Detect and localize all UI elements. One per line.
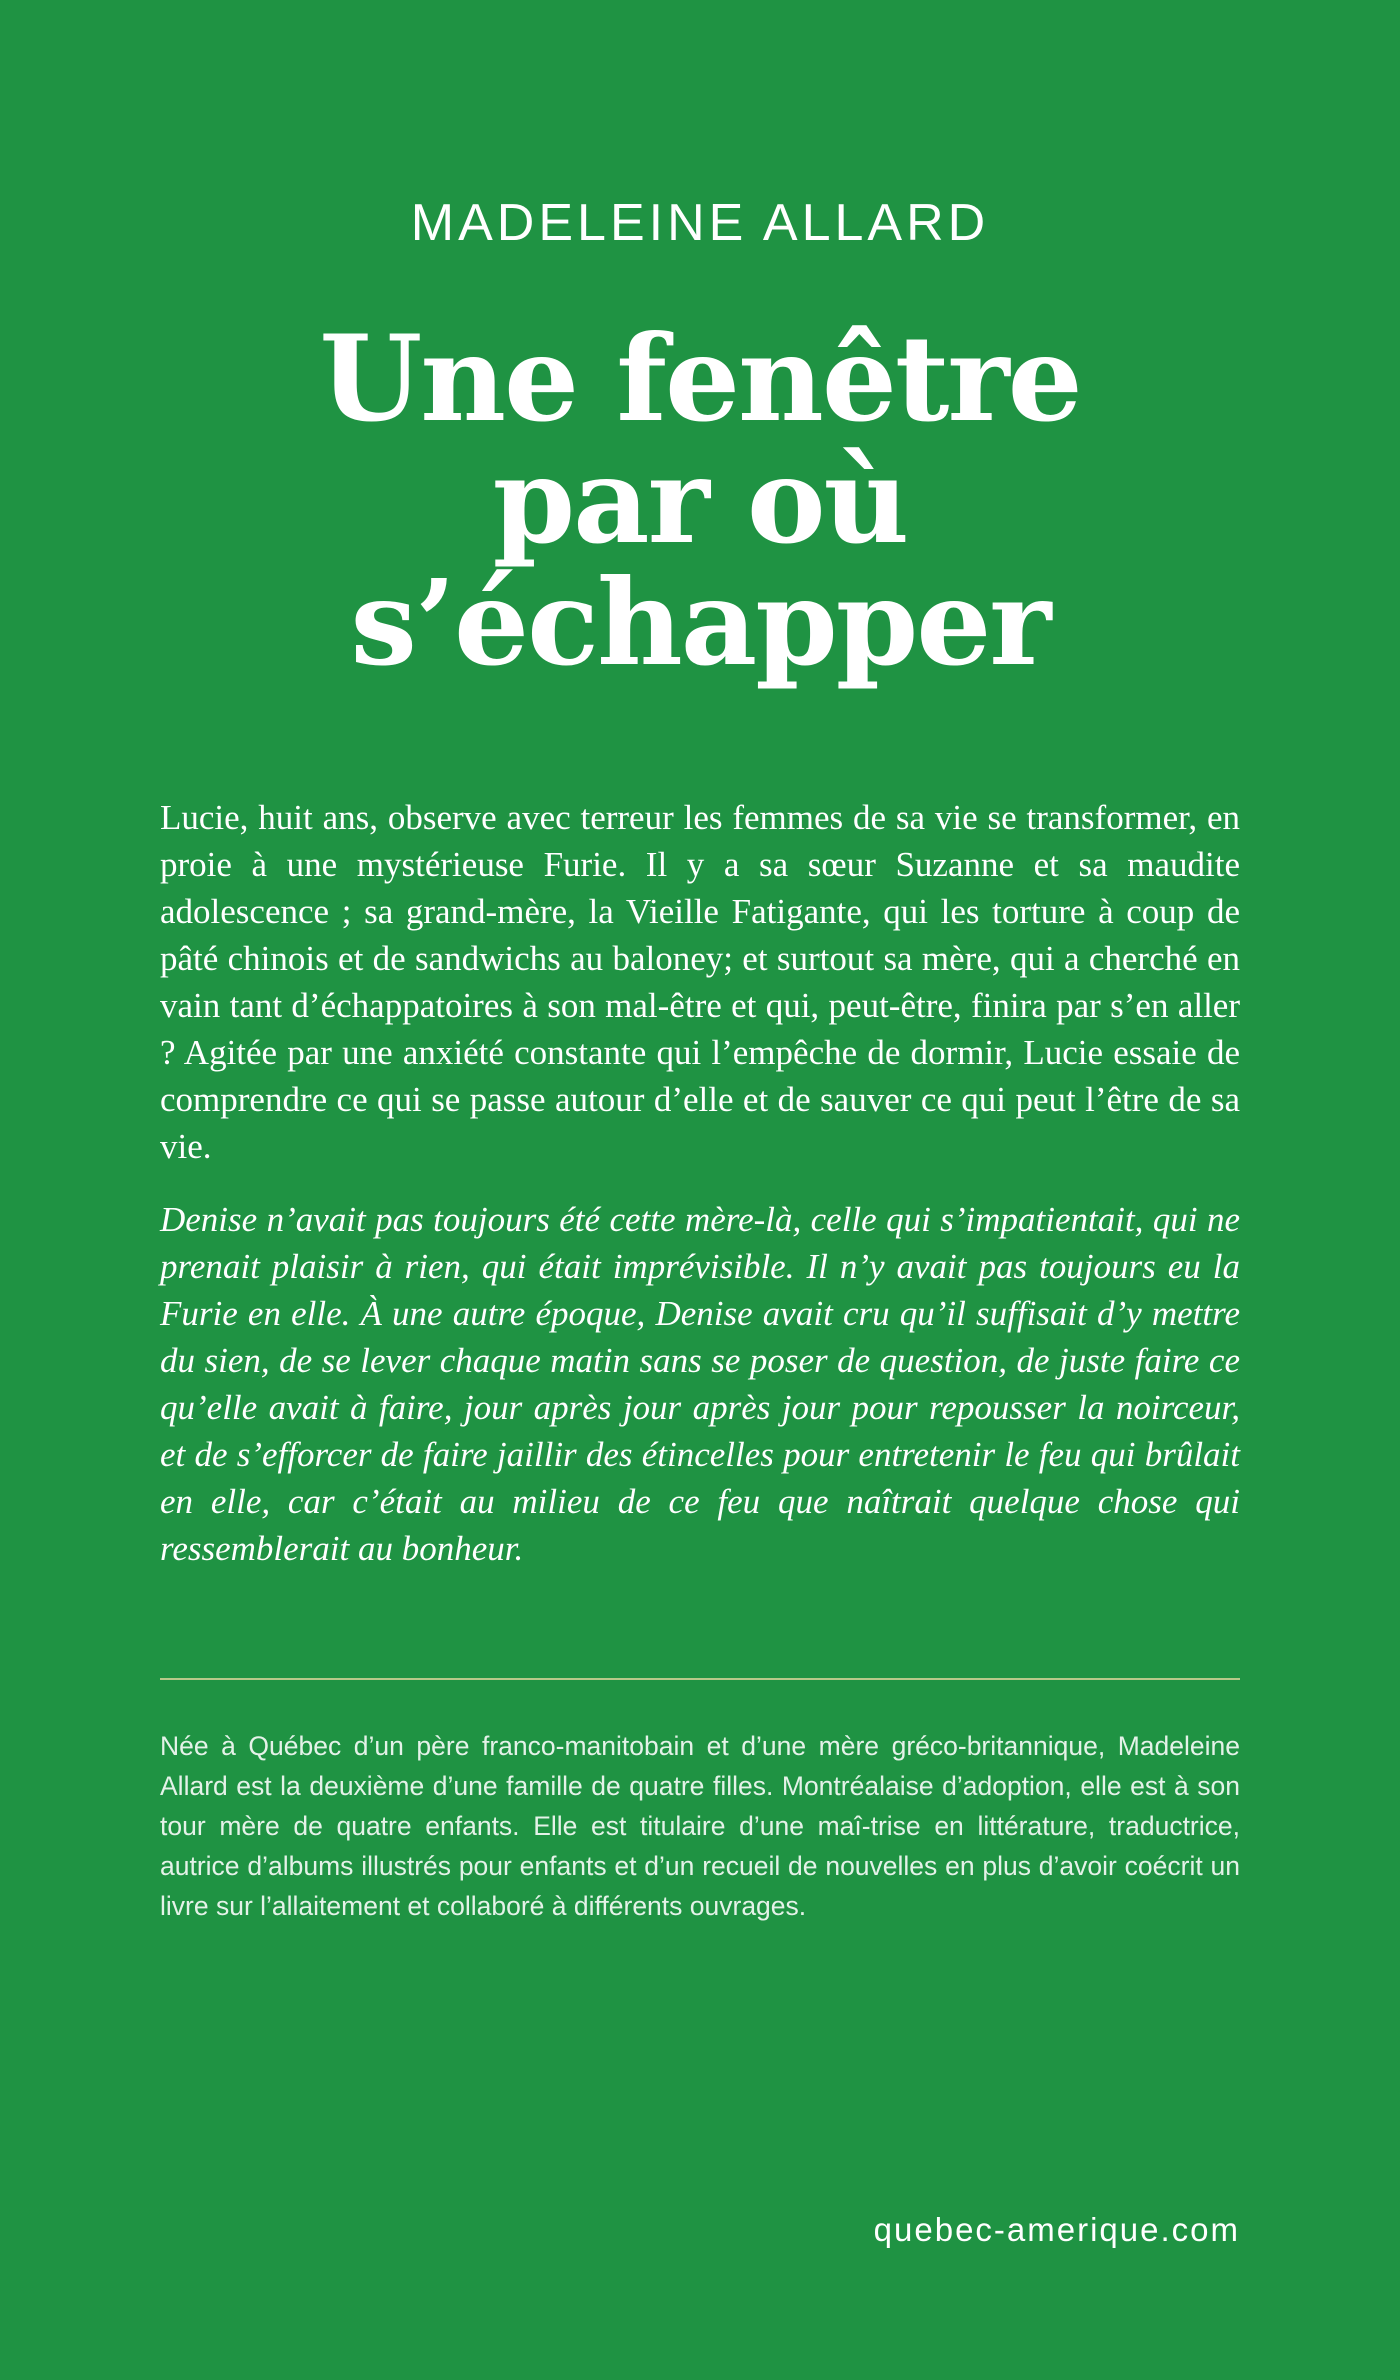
author-bio: Née à Québec d’un père franco-manitobain et d’une mère gréco-britannique, Madeleine Allard est la deuxième d’une famille de quatre filles. Montréalaise d’adoption, elle est à son tour mère de quatre enfants. Elle est titulaire d’une maî-trise en littérature, traductrice, autrice d’albums illustrés pour enfants et d’un recueil de nouvelles en plus d’avoir coécrit un livre sur l’allaitement et collaboré à différents ouvrages. [160, 1731, 1240, 1921]
section-divider [160, 1678, 1240, 1680]
book-summary: Lucie, huit ans, observe avec terreur les femmes de sa vie se transformer, en proie à une mystérieuse Furie. Il y a sa sœur Suzanne et sa maudite adolescence ; sa grand-mère, la Vieille Fatigante, qui les torture à coup de pâté chinois et de sandwichs au baloney; et surtout sa mère, qui a cherché en vain tant d’échappatoires à son mal-être et qui, peut-être, finira par s’en aller ? Agitée par une anxiété constante qui l’empêche de dormir, Lucie essaie de comprendre ce qui se passe autour d’elle et de sauver ce qui peut l’être de sa vie. [160, 798, 1240, 1166]
book-title [0, 309, 1400, 692]
publisher-website: quebec-amerique.com [873, 2211, 1240, 2248]
title-line-1: Une fenêtre [319, 309, 1081, 448]
title-line-3: s’échapper [350, 553, 1050, 692]
author-name: MADELEINE ALLARD [410, 194, 990, 252]
title-line-2: par où [492, 431, 908, 570]
book-excerpt: Denise n’avait pas toujours été cette mère-là, celle qui s’impatientait, qui ne prenait plaisir à rien, qui était imprévisible. Il n’y avait pas toujours eu la Furie en elle. À une autre époque, Denise avait cru qu’il suffisait d’y mettre du sien, de se lever chaque matin sans se poser de question, de juste faire ce qu’elle avait à faire, jour après jour après jour pour repousser la noirceur, et de s’efforcer de faire jaillir des étincelles pour entretenir le feu qui brûlait en elle, car c’était au milieu de ce feu que naîtrait quelque chose qui ressemblerait au bonheur. [160, 1200, 1240, 1568]
